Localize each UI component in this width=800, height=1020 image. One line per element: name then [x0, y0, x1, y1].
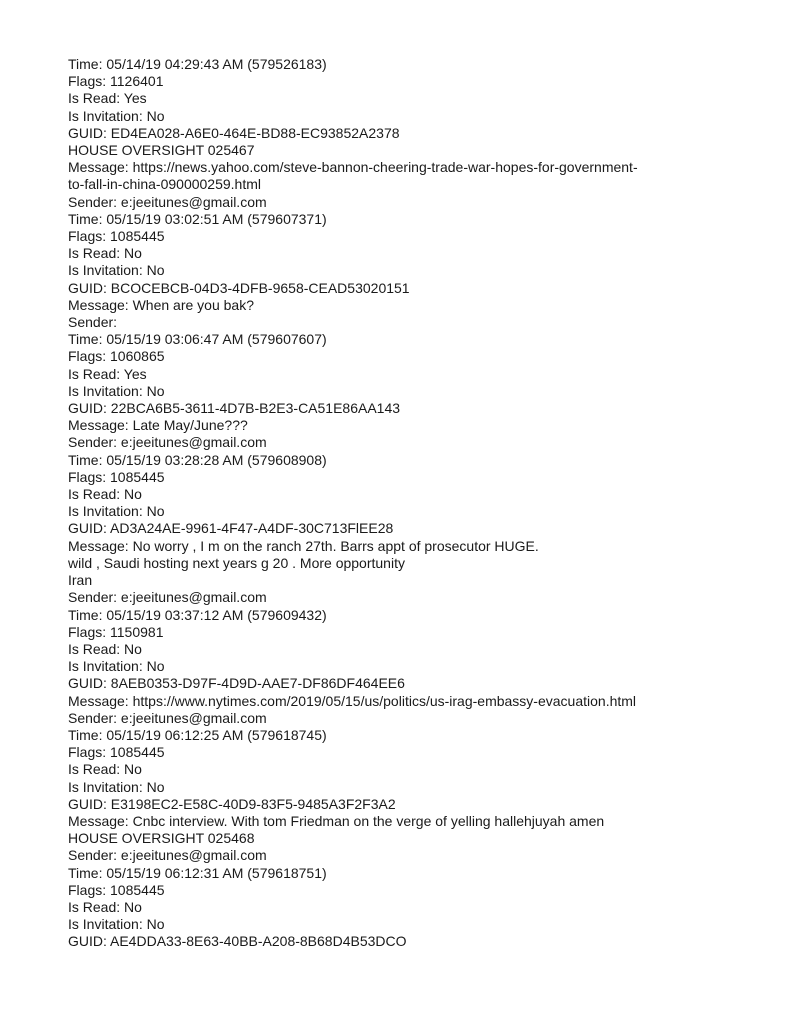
guid-line: GUID: BCOCEBCB-04D3-4DFB-9658-CEAD53020151	[68, 279, 410, 296]
is-invitation-line: Is Invitation: No	[68, 107, 165, 124]
time-line: Time: 05/14/19 04:29:43 AM (579526183)	[68, 56, 327, 72]
is-invitation-line: Is Invitation: No	[68, 916, 165, 933]
is-invitation-line: Is Invitation: No	[68, 658, 165, 675]
guid-line: GUID: AE4DDA33-8E63-40BB-A208-8B68D4B53DCO	[68, 933, 407, 950]
time-line: Time: 05/15/19 06:12:25 AM (579618745)	[68, 726, 327, 743]
guid-line: GUID: 8AEB0353-D97F-4D9D-AAE7-DF86DF464EE6	[68, 675, 405, 692]
sender-line: Sender: e:jeeitunes@gmail.com	[68, 193, 267, 210]
sender-line: Sender: e:jeeitunes@gmail.com	[68, 709, 267, 726]
message-line: Message: https://news.yahoo.com/steve-bannon-cheering-trade-war-hopes-for-government-	[68, 159, 638, 176]
is-read-line: Is Read: No	[68, 245, 142, 262]
page-marker: HOUSE OVERSIGHT 025467	[68, 142, 255, 159]
time-line: Time: 05/15/19 03:02:51 AM (579607371)	[68, 210, 327, 227]
guid-line: GUID: E3198EC2-E58C-40D9-83F5-9485A3F2F3A2	[68, 795, 396, 812]
sender-line: Sender:	[68, 314, 118, 331]
is-read-line: Is Read: No	[68, 486, 142, 503]
time-line: Time: 05/15/19 03:37:12 AM (579609432)	[68, 606, 327, 623]
sender-line: Sender: e:jeeitunes@gmail.com	[68, 589, 267, 606]
time-line: Time: 05/15/19 03:06:47 AM (579607607)	[68, 331, 327, 348]
message-line: Message: https://www.nytimes.com/2019/05/15/us/politics/us-irag-embassy-evacuation.html	[68, 692, 637, 709]
is-invitation-line: Is Invitation: No	[68, 262, 165, 279]
flags-line: Flags: 1085445	[68, 744, 165, 761]
message-continuation-line: to-fall-in-china-090000259.html	[68, 176, 261, 193]
message-line: Message: Late May/June???	[68, 417, 248, 434]
time-line: Time: 05/15/19 06:12:31 AM (579618751)	[68, 864, 327, 881]
is-invitation-line: Is Invitation: No	[68, 778, 165, 795]
guid-line: GUID: 22BCA6B5-3611-4D7B-B2E3-CA51E86AA143	[68, 400, 401, 417]
sender-line: Sender: e:jeeitunes@gmail.com	[68, 434, 267, 451]
guid-line: GUID: AD3A24AE-9961-4F47-A4DF-30C713FlEE28	[68, 520, 394, 537]
is-read-line: Is Read: Yes	[68, 365, 147, 382]
message-continuation-line: wild , Saudi hosting next years g 20 . More opportunity	[68, 554, 405, 571]
is-invitation-line: Is Invitation: No	[68, 503, 165, 520]
is-read-line: Is Read: No	[68, 898, 142, 915]
time-line: Time: 05/15/19 03:28:28 AM (579608908)	[68, 451, 327, 468]
is-invitation-line: Is Invitation: No	[68, 382, 165, 399]
is-read-line: Is Read: No	[68, 761, 142, 778]
flags-line: Flags: 1150981	[68, 623, 164, 640]
message-line: Message: When are you bak?	[68, 296, 254, 313]
flags-line: Flags: 1085445	[68, 881, 165, 898]
sender-line: Sender: e:jeeitunes@gmail.com	[68, 847, 267, 864]
flags-line: Flags: 1060865	[68, 348, 165, 365]
is-read-line: Is Read: No	[68, 640, 142, 657]
guid-line: GUID: ED4EA028-A6E0-464E-BD88-EC93852A2378	[68, 124, 400, 141]
message-log-document	[68, 56, 768, 951]
flags-line: Flags: 1085445	[68, 468, 165, 485]
is-read-line: Is Read: Yes	[68, 90, 147, 107]
message-line: Message: No worry , I m on the ranch 27th. Barrs appt of prosecutor HUGE.	[68, 537, 539, 554]
message-line: Message: Cnbc interview. With tom Friedman on the verge of yelling hallehjuyah amen	[68, 812, 605, 829]
flags-line: Flags: 1085445	[68, 228, 165, 245]
flags-line: Flags: 1126401	[68, 73, 164, 90]
page-marker: HOUSE OVERSIGHT 025468	[68, 830, 255, 847]
message-continuation-line: Iran	[68, 572, 93, 589]
